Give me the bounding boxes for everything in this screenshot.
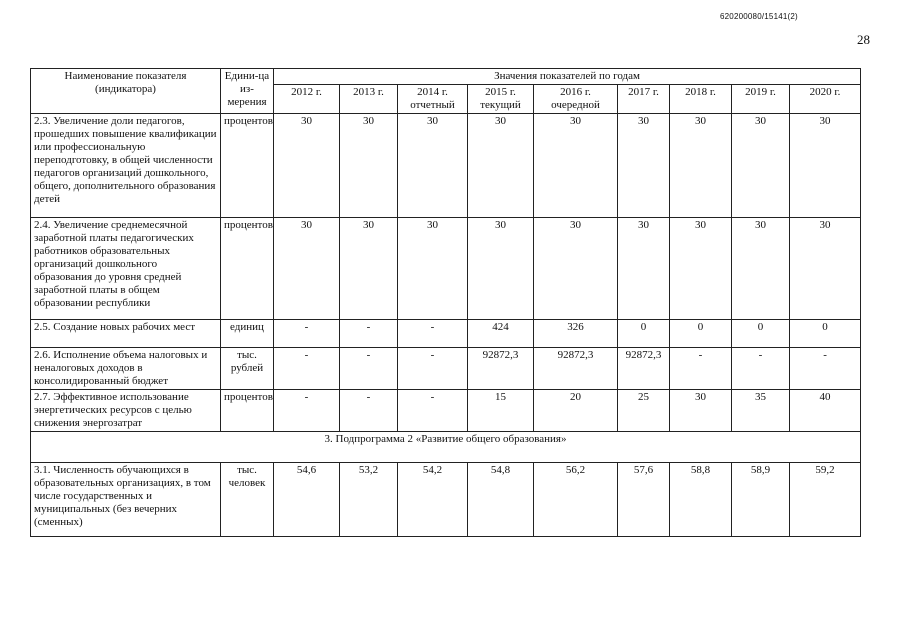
value-cell: 30 [790, 218, 861, 320]
value-cell: 424 [468, 320, 534, 348]
header-year: 2015 г. текущий [468, 85, 534, 114]
table-row [31, 348, 861, 390]
value-cell: - [790, 348, 861, 390]
indicator-name: 2.3. Увеличение доли педагогов, прошедших повышение квалификации или профессиональную переподготовку, в общей численности педагогов организаций дошкольного, общего, дополнительного образования детей [31, 114, 221, 218]
document-id: 620200080/15141(2) [720, 12, 798, 21]
value-cell: 92872,3 [534, 348, 618, 390]
header-name: Наименование показателя (индикатора) [31, 69, 221, 114]
value-cell: 30 [398, 114, 468, 218]
header-year: 2014 г. отчетный [398, 85, 468, 114]
value-cell: 30 [340, 114, 398, 218]
value-cell: 54,8 [468, 463, 534, 537]
table-row [31, 218, 861, 320]
table-row [31, 390, 861, 432]
table-row [31, 114, 861, 218]
value-cell: - [398, 320, 468, 348]
header-row-top [31, 69, 861, 85]
value-cell: 0 [790, 320, 861, 348]
value-cell: 92872,3 [468, 348, 534, 390]
indicator-name: 2.5. Создание новых рабочих мест [31, 320, 221, 348]
value-cell: 30 [340, 218, 398, 320]
value-cell: 54,6 [274, 463, 340, 537]
table-row [31, 463, 861, 537]
value-cell: - [670, 348, 732, 390]
value-cell: 25 [618, 390, 670, 432]
value-cell: 30 [732, 114, 790, 218]
value-cell: 30 [534, 218, 618, 320]
indicator-name: 2.7. Эффективное использование энергетических ресурсов с целью снижения энергозатрат [31, 390, 221, 432]
indicator-unit: процентов [221, 114, 274, 218]
indicator-unit: тыс. человек [221, 463, 274, 537]
value-cell: 326 [534, 320, 618, 348]
value-cell: 30 [670, 114, 732, 218]
indicator-name: 3.1. Численность обучающихся в образовательных организациях, в том числе государственных и муниципальных (без вечерних (сменных) [31, 463, 221, 537]
value-cell: 54,2 [398, 463, 468, 537]
header-year: 2020 г. [790, 85, 861, 114]
indicators-table [30, 68, 861, 537]
header-unit: Едини-ца из-мерения [221, 69, 274, 114]
value-cell: 0 [732, 320, 790, 348]
section-title: 3. Подпрограмма 2 «Развитие общего образования» [31, 432, 861, 463]
indicator-unit: процентов [221, 218, 274, 320]
value-cell: 58,9 [732, 463, 790, 537]
value-cell: 30 [618, 218, 670, 320]
value-cell: - [732, 348, 790, 390]
value-cell: 30 [274, 114, 340, 218]
table-row [31, 320, 861, 348]
value-cell: 56,2 [534, 463, 618, 537]
value-cell: - [274, 348, 340, 390]
value-cell: 35 [732, 390, 790, 432]
page-number: 28 [857, 32, 870, 47]
indicator-unit: тыс. рублей [221, 348, 274, 390]
value-cell: 30 [468, 114, 534, 218]
indicator-name: 2.6. Исполнение объема налоговых и неналоговых доходов в консолидированный бюджет [31, 348, 221, 390]
header-year: 2017 г. [618, 85, 670, 114]
indicator-unit: процентов [221, 390, 274, 432]
indicator-name: 2.4. Увеличение среднемесячной заработной платы педагогических работников образовательных организаций дошкольного образования до уровня средней заработной платы в общем образовании республики [31, 218, 221, 320]
value-cell: 0 [670, 320, 732, 348]
value-cell: - [398, 348, 468, 390]
value-cell: - [340, 390, 398, 432]
value-cell: 0 [618, 320, 670, 348]
header-year: 2012 г. [274, 85, 340, 114]
value-cell: 30 [534, 114, 618, 218]
value-cell: 30 [670, 218, 732, 320]
value-cell: 30 [790, 114, 861, 218]
header-year: 2018 г. [670, 85, 732, 114]
value-cell: 15 [468, 390, 534, 432]
value-cell: - [274, 320, 340, 348]
value-cell: 30 [398, 218, 468, 320]
section-row [31, 432, 861, 463]
header-year: 2019 г. [732, 85, 790, 114]
value-cell: 30 [670, 390, 732, 432]
value-cell: 30 [274, 218, 340, 320]
value-cell: - [340, 348, 398, 390]
value-cell: 40 [790, 390, 861, 432]
value-cell: - [274, 390, 340, 432]
value-cell: 57,6 [618, 463, 670, 537]
value-cell: 53,2 [340, 463, 398, 537]
header-year: 2013 г. [340, 85, 398, 114]
value-cell: 20 [534, 390, 618, 432]
header-year: 2016 г. очередной [534, 85, 618, 114]
value-cell: - [398, 390, 468, 432]
value-cell: 92872,3 [618, 348, 670, 390]
value-cell: 59,2 [790, 463, 861, 537]
value-cell: 58,8 [670, 463, 732, 537]
value-cell: 30 [468, 218, 534, 320]
value-cell: 30 [732, 218, 790, 320]
indicator-unit: единиц [221, 320, 274, 348]
value-cell: 30 [618, 114, 670, 218]
value-cell: - [340, 320, 398, 348]
header-values-group: Значения показателей по годам [274, 69, 861, 85]
